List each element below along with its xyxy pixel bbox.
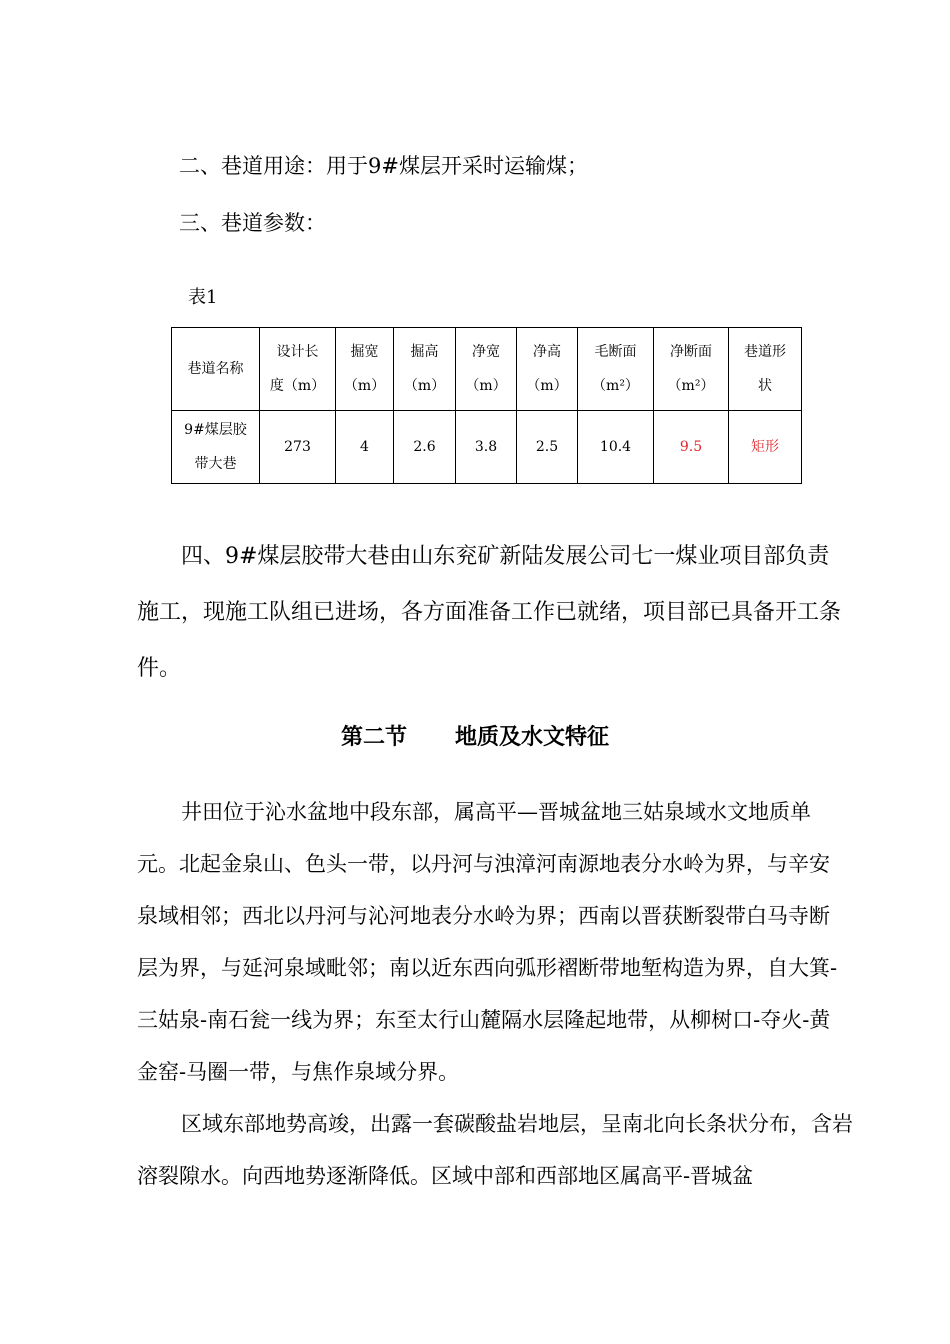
section-2-usage: 二、巷道用途：用于9#煤层开采时运输煤； bbox=[179, 154, 588, 178]
cell-net-section: 9.5 bbox=[654, 411, 729, 484]
section-heading bbox=[0, 720, 950, 751]
heading-part-1: 第二节 bbox=[340, 724, 407, 750]
section-4-construction: 四、9#煤层胶带大巷由山东兖矿新陆发展公司七一煤业项目部负责施工，现施工队组已进场，各方面准备工作已就绪，项目部已具备开工条件。 bbox=[137, 544, 842, 681]
header-net-section: 净断面 （m²） bbox=[654, 328, 729, 411]
table-row bbox=[172, 411, 802, 484]
table-caption: 表1 bbox=[188, 287, 218, 308]
cell-gross-section: 10.4 bbox=[578, 411, 654, 484]
cell-dig-width: 4 bbox=[336, 411, 394, 484]
header-design-length: 设计长 度（m） bbox=[260, 328, 336, 411]
header-dig-height: 掘高 （m） bbox=[394, 328, 456, 411]
section-3-parameters: 三、巷道参数： bbox=[179, 211, 326, 235]
roadway-parameters-table bbox=[171, 327, 802, 484]
header-dig-width: 掘宽 （m） bbox=[336, 328, 394, 411]
cell-dig-height: 2.6 bbox=[394, 411, 456, 484]
header-gross-section: 毛断面 （m²） bbox=[578, 328, 654, 411]
heading-part-2: 地质及水文特征 bbox=[455, 724, 610, 750]
table-header-row bbox=[172, 328, 802, 411]
cell-net-width: 3.8 bbox=[456, 411, 517, 484]
header-shape: 巷道形 状 bbox=[729, 328, 802, 411]
header-net-height: 净高 （m） bbox=[517, 328, 578, 411]
header-net-width: 净宽 （m） bbox=[456, 328, 517, 411]
header-name: 巷道名称 bbox=[172, 328, 260, 411]
cell-shape: 矩形 bbox=[729, 411, 802, 484]
paragraph-region: 区域东部地势高竣，出露一套碳酸盐岩地层，呈南北向长条状分布，含岩溶裂隙水。向西地势逐渐降低。区域中部和西部地区属高平-晋城盆 bbox=[137, 1112, 853, 1188]
cell-name: 9#煤层胶 带大巷 bbox=[172, 411, 260, 484]
cell-design-length: 273 bbox=[260, 411, 336, 484]
cell-net-height: 2.5 bbox=[517, 411, 578, 484]
paragraph-geology: 井田位于沁水盆地中段东部，属高平—晋城盆地三姑泉域水文地质单元。北起金泉山、色头一带，以丹河与浊漳河南源地表分水岭为界，与辛安泉域相邻；西北以丹河与沁河地表分水岭为界；西南以晋获断裂带白马寺断层为界，与延河泉域毗邻；南以近东西向弧形褶断带地堑构造为界，自大箕-三姑泉-南石瓮一线为界；东至太行山麓隔水层隆起地带，从柳树口-夺火-黄金窑-马圈一带，与焦作泉域分界。 bbox=[137, 800, 838, 1084]
